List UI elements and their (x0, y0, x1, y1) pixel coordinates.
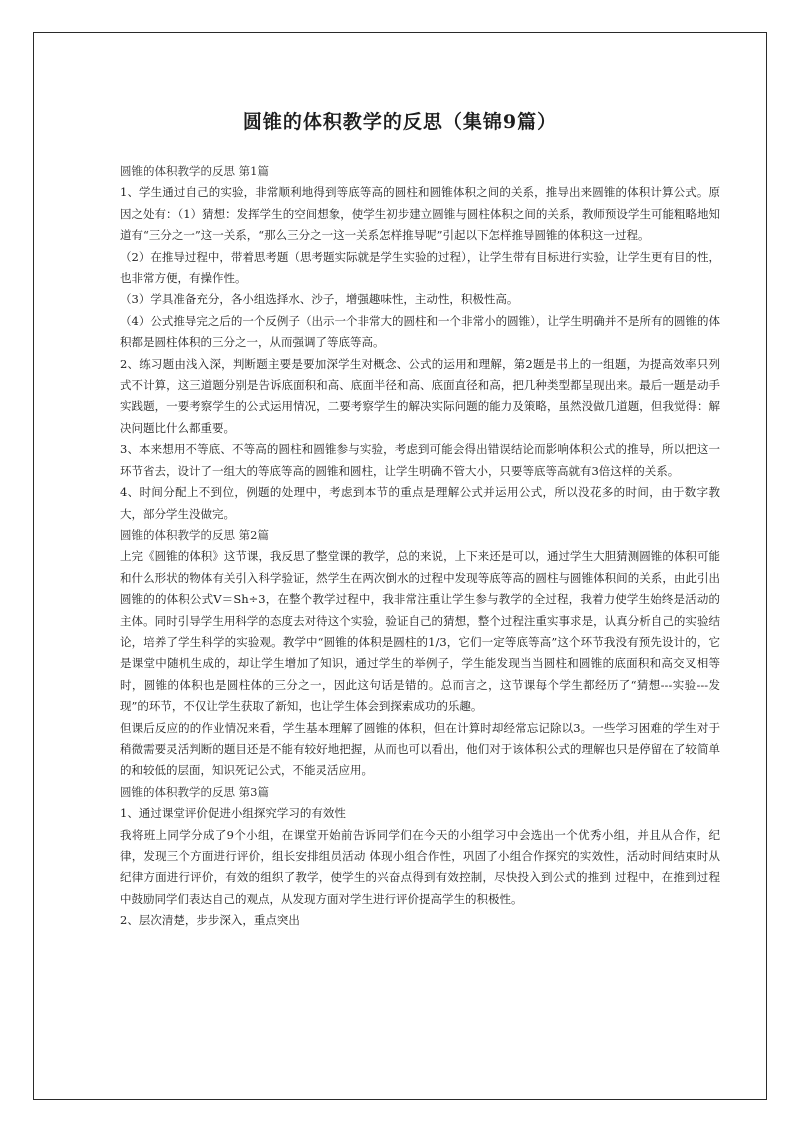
paragraph: 2、练习题由浅入深，判断题主要是要加深学生对概念、公式的运用和理解，第2题是书上的一组题，为提高效率只列式不计算，这三道题分别是告诉底面积和高、底面半径和高、底面直径和高，把几种类型都呈现出来。最后一题是动手实践题，一要考察学生的公式运用情况，二要考察学生的解决实际问题的能力及策略，虽然没做几道题，但我觉得：解决问题比什么都重要。 (120, 356, 720, 435)
section-heading: 圆锥的体积教学的反思 第3篇 (120, 784, 269, 799)
paragraph: （2）在推导过程中，带着思考题（思考题实际就是学生实验的过程），让学生带有目标进行实验，让学生更有目的性，也非常方便，有操作性。 (120, 249, 720, 286)
paragraph: 1、学生通过自己的实验，非常顺利地得到等底等高的圆柱和圆锥体积之间的关系，推导出来圆锥的体积计算公式。原因之处有：（1）猜想：发挥学生的空间想象，使学生初步建立圆锥与圆柱体积之间的关系，教师预设学生可能粗略地知道有“三分之一”这一关系，“那么三分之一这一关系怎样推导呢”引起以下怎样推导圆锥的体积这一过程。 (120, 185, 720, 243)
paragraph: 4、时间分配上不到位，例题的处理中，考虑到本节的重点是理解公式并运用公式，所以没花多的时间，由于数字教大，部分学生没做完。 (120, 485, 720, 521)
paragraph: 1、通过课堂评价促进小组探究学习的有效性 (120, 806, 346, 821)
paragraph: 2、层次清楚，步步深入，重点突出 (120, 913, 300, 928)
document-page (33, 32, 767, 1100)
paragraph: （3）学具准备充分，各小组选择水、沙子，增强趣味性，主动性，积极性高。 (120, 292, 519, 307)
paragraph: 3、本来想用不等底、不等高的圆柱和圆锥参与实验，考虑到可能会得出错误结论而影响体积公式的推导，所以把这一环节省去，设计了一组大的等底等高的圆锥和圆柱，让学生明确不管大小，只要等底等高就有3倍这样的关系。 (120, 442, 720, 478)
document-body (120, 161, 720, 932)
paragraph: 但课后反应的的作业情况来看，学生基本理解了圆锥的体积，但在计算时却经常忘记除以3。一些学习困难的学生对于稍微需要灵活判断的题目还是不能有较好地把握，从而也可以看出，他们对于该体积公式的理解也只是停留在了较简单的和较低的层面，知识死记公式，不能灵活应用。 (120, 720, 720, 778)
section-heading: 圆锥的体积教学的反思 第1篇 (120, 164, 269, 178)
section-heading: 圆锥的体积教学的反思 第2篇 (120, 527, 269, 542)
paragraph: （4）公式推导完之后的一个反例子（出示一个非常大的圆柱和一个非常小的圆锥），让学生明确并不是所有的圆锥的体积都是圆柱体积的三分之一，从而强调了等底等高。 (120, 313, 720, 350)
paragraph: 上完《圆锥的体积》这节课，我反思了整堂课的教学，总的来说，上下来还是可以，通过学生大胆猜测圆锥的体积可能和什么形状的物体有关引入科学验证，然学生在两次倒水的过程中发现等底等高的圆柱与圆锥体积间的关系，由此引出圆锥的的体积公式V＝Sh÷3，在整个教学过程中，我非常注重让学生参与教学的全过程，我着力使学生始终是活动的主体。同时引导学生用科学的态度去对待这个实验，验证自己的猜想，整个过程注重实事求是，认真分析自己的实验结论，培养了学生科学的实验观。教学中“圆锥的体积是圆柱的1/3，它们一定等底等高”这个环节我没有预先设计的，它是课堂中随机生成的，却让学生增加了知识，通过学生的举例子，学生能发现当当圆柱和圆锥的底面积和高交叉相等时，圆锥的体积也是圆柱体的三分之一，因此这句话是错的。总而言之，这节课每个学生都经历了“猜想---实验---发现”的环节，不仅让学生获取了新知，也让学生体会到探索成功的乐趣。 (120, 549, 720, 714)
document-title: 圆锥的体积教学的反思（集锦9篇） (242, 111, 558, 133)
paragraph: 我将班上同学分成了9个小组，在课堂开始前告诉同学们在今天的小组学习中会选出一个优秀小组，并且从合作，纪律，发现三个方面进行评价，组长安排组员活动 体现小组合作性，巩固了小组合作探究的实效性，活动时间结束时从纪律方面进行评价，有效的组织了教学，使学生的兴奋点得到有效控制，尽快投入到公式的推到 过程中，在推到过程中鼓励同学们表达自己的观点，从发现方面对学生进行评价提高学生的积极性。 (120, 827, 720, 906)
